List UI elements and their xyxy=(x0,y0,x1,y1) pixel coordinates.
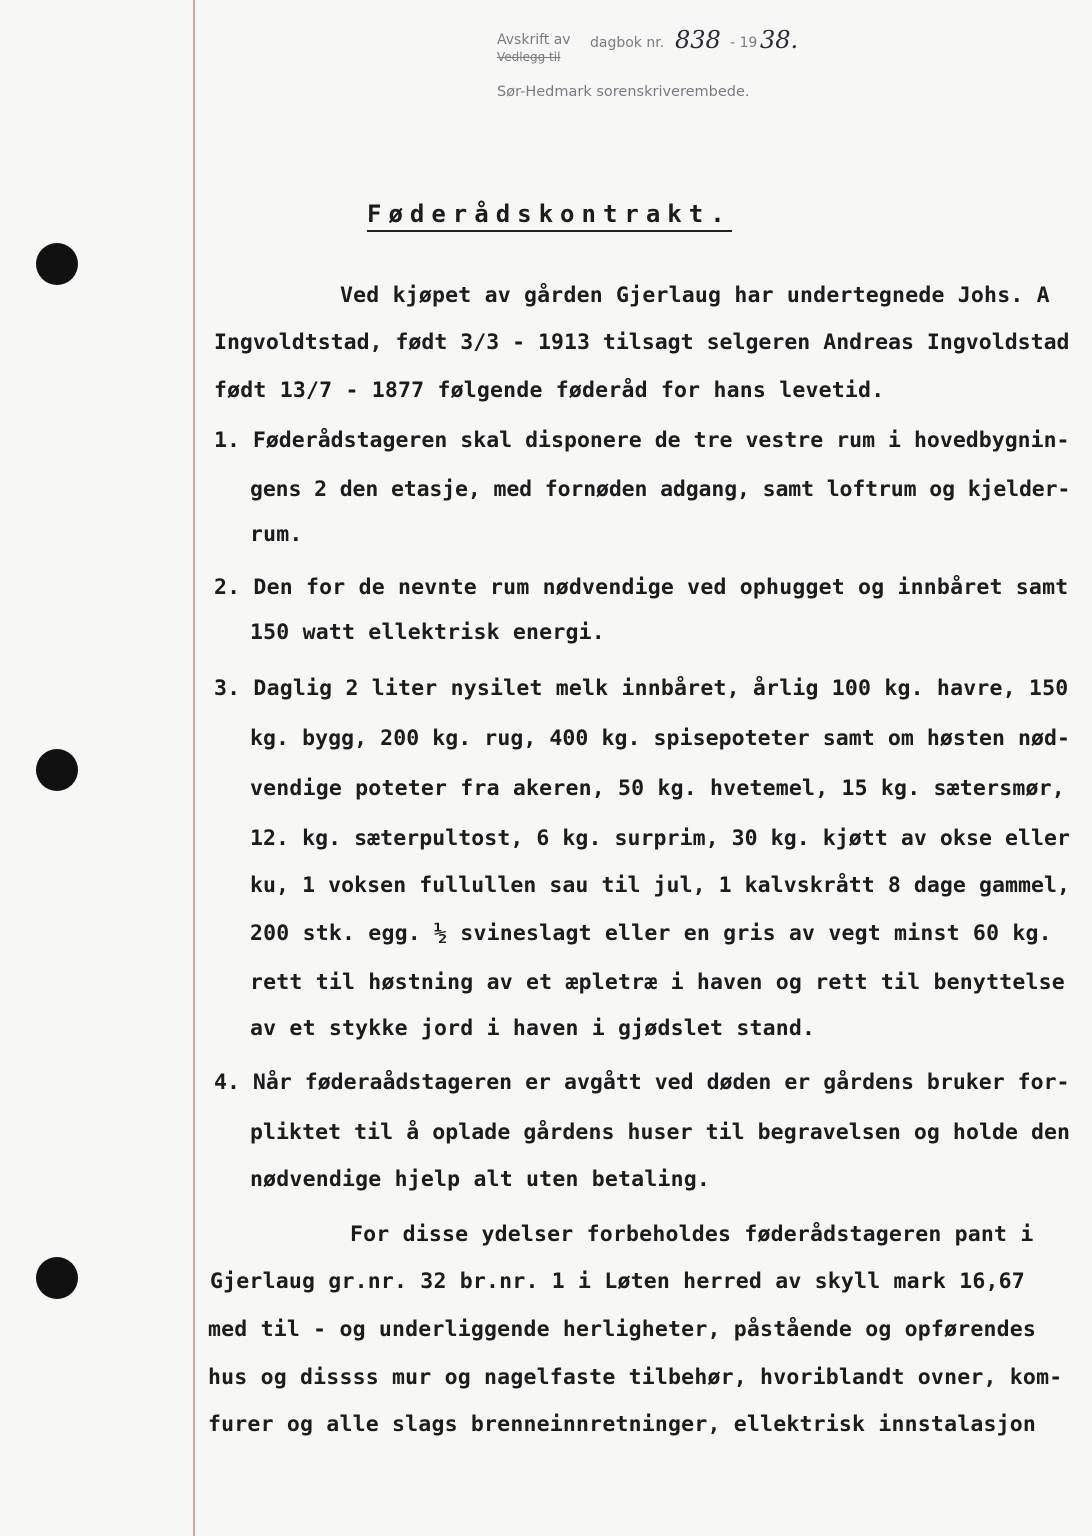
text-line: rum. xyxy=(250,522,303,547)
dagbok-number: 838 xyxy=(675,26,721,54)
text-line: med til - og underliggende herligheter, påstående og opførendes xyxy=(208,1317,1037,1342)
text-line: av et stykke jord i haven i gjødslet stand. xyxy=(250,1016,816,1041)
year-prefix: - 19 xyxy=(730,35,758,51)
text-line: pliktet til å oplade gårdens huser til begravelsen og holde den xyxy=(250,1120,1071,1145)
text-line: For disse ydelser forbeholdes føderådstageren pant i xyxy=(350,1222,1034,1247)
text-line: Ingvoldtstad, født 3/3 - 1913 tilsagt selgeren Andreas Ingvoldstad xyxy=(214,330,1070,355)
text-line: Gjerlaug gr.nr. 32 br.nr. 1 i Løten herred av skyll mark 16,67 xyxy=(210,1269,1025,1294)
punch-hole xyxy=(36,1257,78,1299)
text-line: 3. Daglig 2 liter nysilet melk innbåret, årlig 100 kg. havre, 150 xyxy=(214,676,1069,701)
text-line: 4. Når føderaådstageren er avgått ved døden er gårdens bruker for- xyxy=(214,1070,1070,1095)
text-line: 1. Føderådstageren skal disponere de tre vestre rum i hovedbygnin- xyxy=(214,428,1070,453)
text-line: hus og dissss mur og nagelfaste tilbehør, hvoriblandt ovner, kom- xyxy=(208,1365,1063,1390)
punch-hole xyxy=(36,749,78,791)
text-line: furer og alle slags brenneinnretninger, ellektrisk innstalasjon xyxy=(208,1412,1037,1437)
text-line: kg. bygg, 200 kg. rug, 400 kg. spisepoteter samt om høsten nød- xyxy=(250,726,1071,751)
text-line: 12. kg. sæterpultost, 6 kg. surprim, 30 kg. kjøtt av okse eller xyxy=(250,826,1071,851)
struck-label: Vedlegg til xyxy=(497,50,561,64)
text-line: født 13/7 - 1877 følgende føderåd for hans levetid. xyxy=(214,378,885,403)
text-line: 2. Den for de nevnte rum nødvendige ved ophugget og innbåret samt xyxy=(214,575,1069,600)
year-suffix: 38. xyxy=(760,26,799,54)
office-name: Sør-Hedmark sorenskriverembede. xyxy=(497,84,750,100)
text-line: 150 watt ellektrisk energi. xyxy=(250,620,605,645)
text-line: 200 stk. egg. ½ svineslagt eller en gris av vegt minst 60 kg. xyxy=(250,921,1052,946)
text-line: vendige poteter fra akeren, 50 kg. hvetemel, 15 kg. sætersmør, xyxy=(250,776,1065,801)
punch-hole xyxy=(36,243,78,285)
document-title: Føderådskontrakt. xyxy=(367,200,732,232)
text-line: ku, 1 voksen fullullen sau til jul, 1 kalvskrått 8 dage gammel, xyxy=(250,873,1071,898)
text-line: nødvendige hjelp alt uten betaling. xyxy=(250,1167,711,1192)
dagbok-label: dagbok nr. xyxy=(590,35,665,51)
avskrift-label: Avskrift av xyxy=(497,32,571,48)
text-line: gens 2 den etasje, med fornøden adgang, samt loftrum og kjelder- xyxy=(250,477,1071,502)
text-line: Ved kjøpet av gården Gjerlaug har undertegnede Johs. A xyxy=(340,283,1050,308)
margin-rule xyxy=(193,0,195,1536)
text-line: rett til høstning av et æpletræ i haven og rett til benyttelse xyxy=(250,970,1065,995)
